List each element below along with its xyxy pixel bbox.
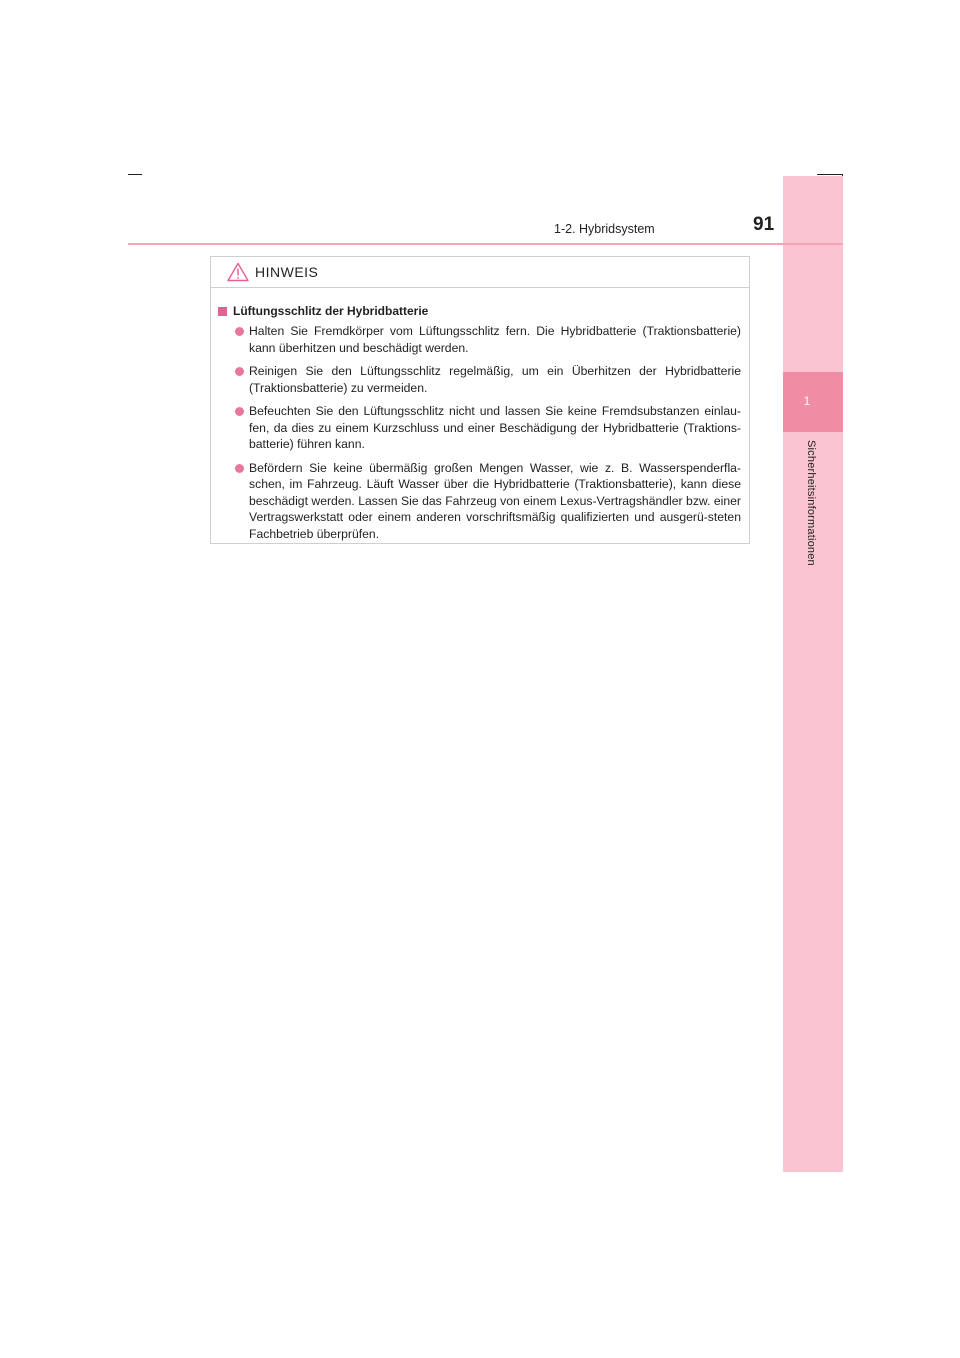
- chapter-side-tab[interactable]: [783, 176, 843, 1172]
- notice-body: [211, 288, 749, 542]
- list-item-text: Reinigen Sie den Lüftungsschlitz regelmäßig, um ein Überhitzen der Hybridbatterie (Traktionsbatterie) zu vermeiden.: [249, 364, 741, 395]
- list-item-text: Befördern Sie keine übermäßig großen Mengen Wasser, wie z. B. Wasserspenderfla-schen, im Fahrzeug. Läuft Wasser über die Hybridbatterie (Traktionsbatterie), kann diese beschädigt werden. Lassen Sie das Fahrzeug von einem Lexus-Vertragshändler bzw. einer Vertragswerkstatt oder einem anderen vorschriftsmäßig qualifizierten und ausgerü-steten Fachbetrieb überprüfen.: [249, 460, 741, 541]
- list-item-text: Befeuchten Sie den Lüftungsschlitz nicht und lassen Sie keine Fremdsubstanzen einlau-fen, da dies zu einem Kurzschluss und einer Beschädigung der Hybridbatterie (Traktions-batterie) führen kann.: [249, 404, 741, 451]
- crop-mark: [817, 174, 843, 175]
- page-number: 91: [753, 214, 775, 235]
- round-bullet-icon: [235, 367, 244, 376]
- notice-box: [210, 256, 750, 544]
- list-item: [218, 403, 741, 453]
- list-item: [218, 323, 741, 356]
- chapter-title: Sicherheitsinformationen: [805, 440, 817, 566]
- list-item: [218, 363, 741, 396]
- notice-subheading: [218, 304, 741, 318]
- header-rule: [128, 243, 843, 245]
- round-bullet-icon: [235, 464, 244, 473]
- chapter-number: 1: [803, 394, 811, 408]
- notice-title: HINWEIS: [255, 264, 319, 280]
- notice-subheading-text: Lüftungsschlitz der Hybridbatterie: [233, 304, 429, 318]
- notice-header: [211, 257, 749, 288]
- round-bullet-icon: [235, 327, 244, 336]
- square-bullet-icon: [218, 307, 227, 316]
- running-head: 1-2. Hybridsystem: [554, 222, 655, 236]
- list-item: [218, 460, 741, 543]
- list-item-text: Halten Sie Fremdkörper vom Lüftungsschlitz fern. Die Hybridbatterie (Traktionsbatterie) kann überhitzen und beschädigt werden.: [249, 324, 741, 355]
- round-bullet-icon: [235, 407, 244, 416]
- crop-mark: [128, 174, 142, 175]
- warning-triangle-icon: [227, 262, 249, 282]
